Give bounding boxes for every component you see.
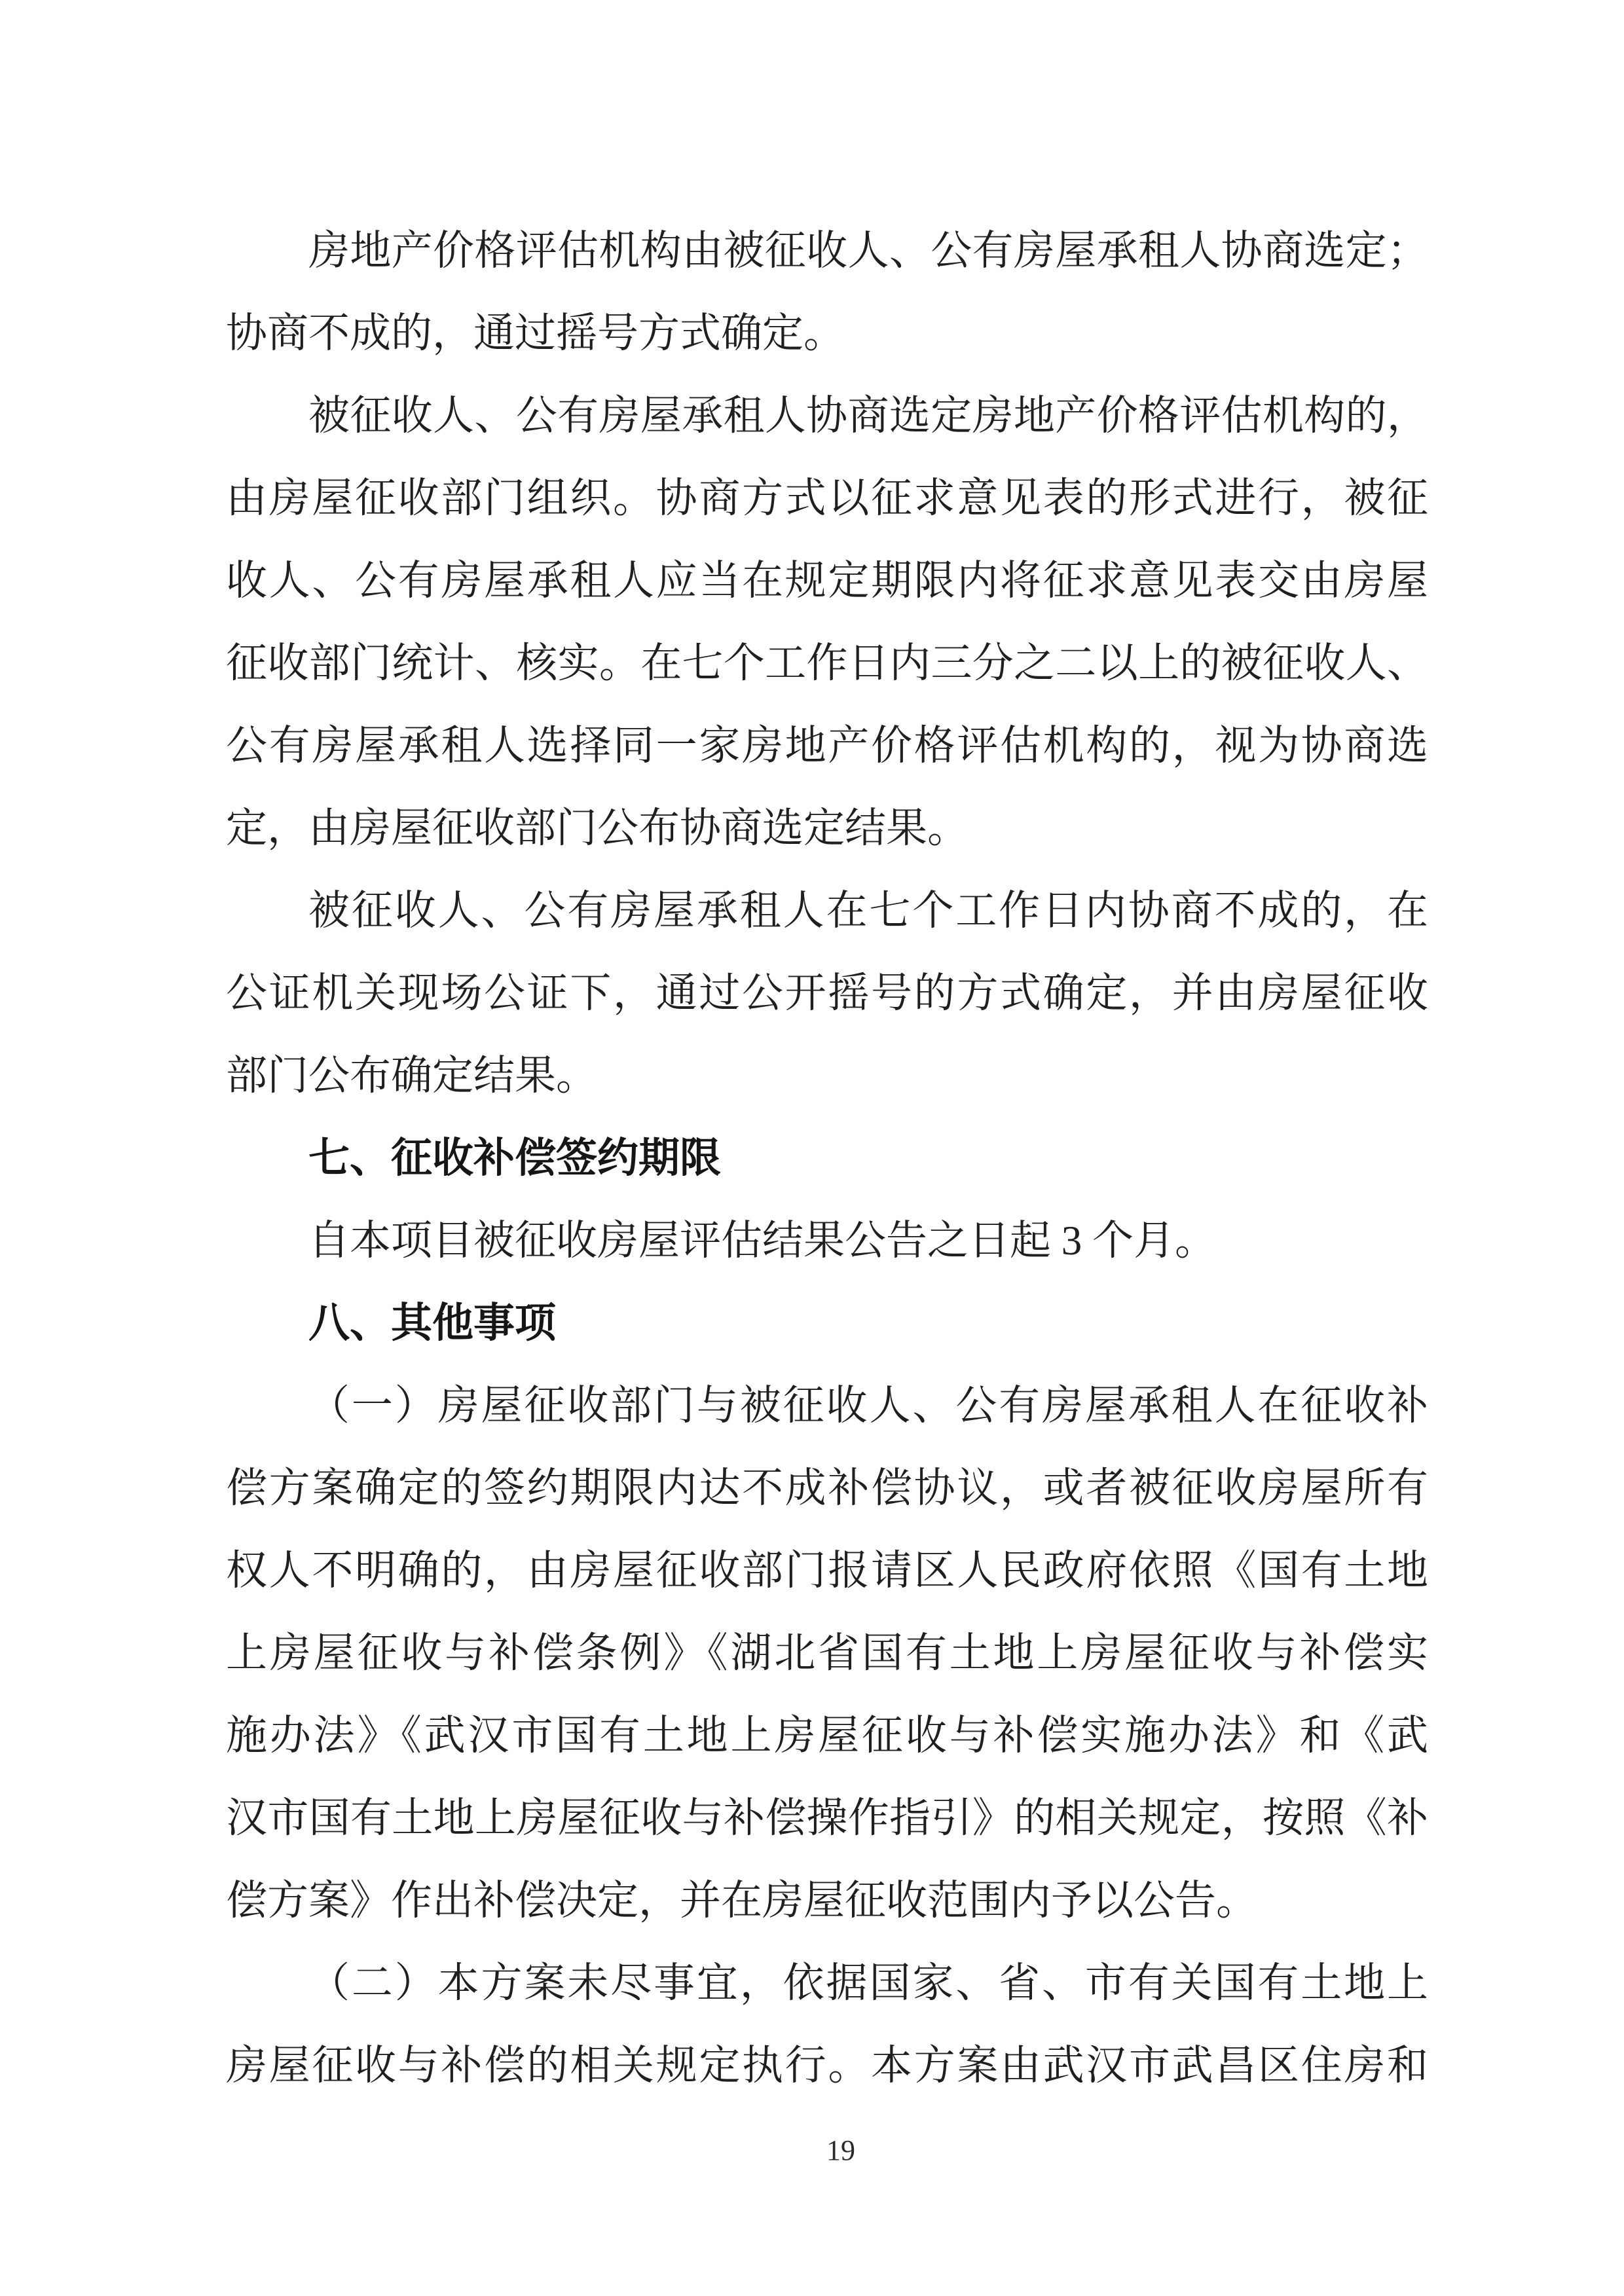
text-line: 偿方案确定的签约期限内达不成补偿协议，或者被征收房屋所有 [226,1465,1428,1511]
text-line: （二）本方案未尽事宜，依据国家、省、市有关国有土地上 [308,1960,1428,2006]
text-line: 被征收人、公有房屋承租人在七个工作日内协商不成的，在 [308,888,1428,934]
text-line: 公证机关现场公证下，通过公开摇号的方式确定，并由房屋征收 [226,970,1428,1016]
text-line: 施办法》《武汉市国有土地上房屋征收与补偿实施办法》和《武 [226,1713,1428,1758]
page-number: 19 [826,2134,855,2166]
section-7-heading: 七、征收补偿签约期限 [308,1135,721,1181]
text-line: （一）房屋征收部门与被征收人、公有房屋承租人在征收补 [308,1383,1428,1429]
text-line: 权人不明确的，由房屋征收部门报请区人民政府依照《国有土地 [226,1548,1428,1594]
text-line: 部门公布确定结果。 [226,1053,597,1099]
text-line: 房屋征收与补偿的相关规定执行。本方案由武汉市武昌区住房和 [226,2043,1428,2088]
text-line: 被征收人、公有房屋承租人协商选定房地产价格评估机构的， [308,393,1428,439]
text-line: 协商不成的，通过摇号方式确定。 [226,310,845,356]
text-line: 由房屋征收部门组织。协商方式以征求意见表的形式进行，被征 [226,475,1428,521]
text-line: 公有房屋承租人选择同一家房地产价格评估机构的，视为协商选 [226,723,1428,769]
text-line: 房地产价格评估机构由被征收人、公有房屋承租人协商选定； [308,228,1428,274]
text-line: 上房屋征收与补偿条例》《湖北省国有土地上房屋征收与补偿实 [226,1630,1428,1676]
document-body [226,210,1428,2107]
text-line: 汉市国有土地上房屋征收与补偿操作指引》的相关规定，按照《补 [226,1795,1428,1841]
text-line: 定，由房屋征收部门公布协商选定结果。 [226,805,969,851]
text-line: 自本项目被征收房屋评估结果公告之日起 3 个月。 [308,1218,1216,1264]
text-line: 偿方案》作出补偿决定，并在房屋征收范围内予以公告。 [226,1878,1257,1923]
section-8-heading: 八、其他事项 [308,1300,556,1346]
text-line: 收人、公有房屋承租人应当在规定期限内将征求意见表交由房屋 [226,558,1428,604]
text-line: 征收部门统计、核实。在七个工作日内三分之二以上的被征收人、 [226,640,1428,686]
